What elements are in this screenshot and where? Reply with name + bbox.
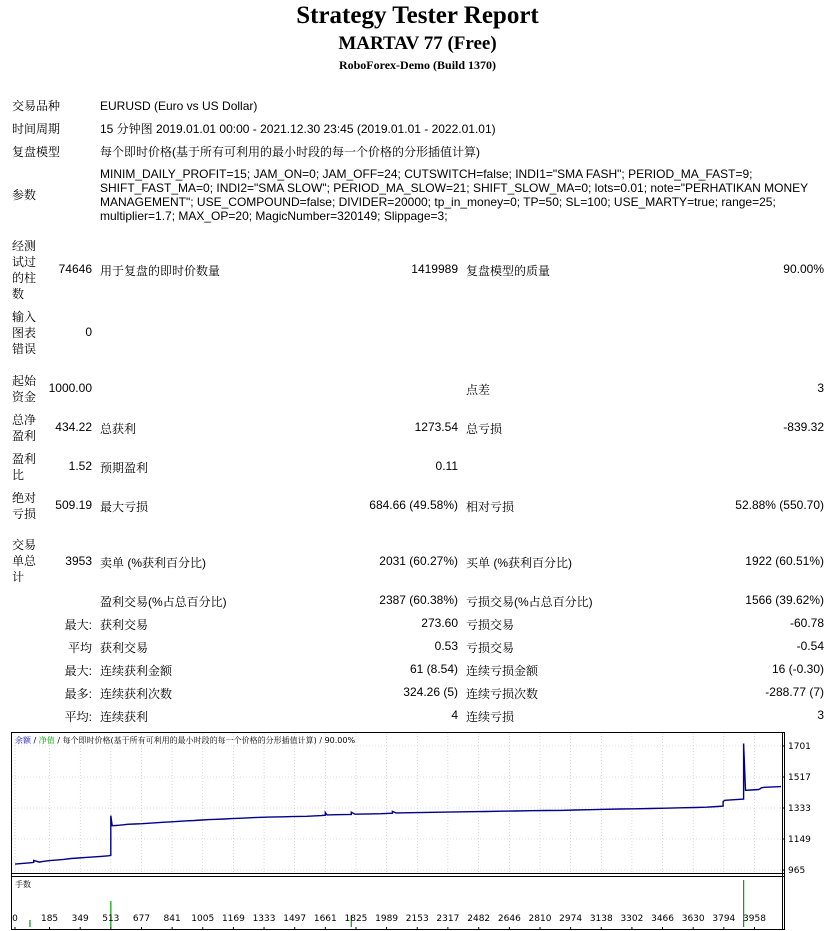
volume-label: 手数 bbox=[15, 880, 31, 889]
deposit-label bbox=[12, 373, 36, 405]
params-label: 参数 bbox=[12, 188, 37, 202]
avg-cons-prefix: 平均: bbox=[64, 710, 92, 724]
long-trades-label: 买单 (%获利百分比) bbox=[466, 556, 572, 570]
y-tick-label: 1517 bbox=[788, 773, 811, 783]
gross-profit-value: 1273.54 bbox=[414, 420, 458, 434]
rel-drawdown-label: 相对亏损 bbox=[466, 500, 515, 514]
x-tick-label: 3630 bbox=[681, 914, 705, 924]
max-cons-lossamt-label: 连续亏损次数 bbox=[466, 687, 539, 701]
symbol-label: 交易品种 bbox=[12, 99, 61, 113]
long-trades-value: 1922 (60.51%) bbox=[745, 554, 824, 568]
avg-cons-win-label: 连续获利 bbox=[100, 710, 149, 724]
profit-factor-label bbox=[12, 451, 36, 483]
legend-balance: 余额 bbox=[15, 736, 31, 745]
avg-cons-win-value: 4 bbox=[451, 708, 458, 722]
x-tick-label: 3794 bbox=[712, 914, 736, 924]
total-trades-label bbox=[12, 537, 36, 585]
label-line: 试过 bbox=[12, 255, 37, 269]
x-tick-label: 2153 bbox=[405, 914, 429, 924]
max-cons-lossamt-value: -288.77 (7) bbox=[765, 685, 824, 699]
bars-label bbox=[12, 238, 36, 302]
period-label: 时间周期 bbox=[12, 122, 61, 136]
average-prefix: 平均 bbox=[67, 641, 92, 655]
y-tick-label: 1149 bbox=[788, 835, 811, 845]
legend-model: 每个即时价格(基于所有可利用的最小时段的每一个价格的分形插值计算) / 90.00% bbox=[62, 736, 356, 745]
x-tick-label: 1333 bbox=[252, 914, 276, 924]
avg-cons-loss-label: 连续亏损 bbox=[466, 710, 515, 724]
largest-prefix: 最大: bbox=[64, 618, 92, 632]
avg-cons-loss-value: 3 bbox=[817, 708, 824, 722]
gross-loss-label: 总亏损 bbox=[466, 422, 503, 436]
x-tick-label: 1989 bbox=[375, 914, 399, 924]
max-drawdown-value: 684.66 (49.58%) bbox=[369, 498, 458, 512]
x-tick-label: 3466 bbox=[651, 914, 675, 924]
legend-equity: 净值 bbox=[38, 736, 55, 745]
x-tick-label: 2810 bbox=[528, 914, 552, 924]
balance-chart bbox=[11, 732, 785, 930]
label-line: 绝对 bbox=[12, 491, 37, 505]
gross-profit-label: 总获利 bbox=[100, 422, 137, 436]
expert-name: MARTAV 77 (Free) bbox=[338, 33, 497, 54]
period-value: 15 分钟图 2019.01.01 00:00 - 2021.12.30 23:45 (2019.01.01 - 2022.01.01) bbox=[100, 122, 496, 136]
legend-separator: / bbox=[54, 736, 63, 745]
label-line: 输入 bbox=[12, 310, 37, 324]
most-prefix: 最多: bbox=[64, 687, 92, 701]
errors-value: 0 bbox=[85, 325, 92, 339]
x-tick-label: 841 bbox=[163, 914, 181, 924]
ticks-value: 1419989 bbox=[411, 262, 458, 276]
max-cons-loss-value: 16 (-0.30) bbox=[771, 662, 824, 676]
params-line: multiplier=1.7; MAX_OP=20; MagicNumber=320149; Slippage=3; bbox=[100, 209, 448, 223]
label-line: 起始 bbox=[12, 374, 37, 388]
max-cons-prefix: 最大: bbox=[64, 664, 92, 678]
params-line: MANAGEMENT"; USE_COMPOUND=false; DIVIDER=20000; tp_in_money=0; TP=50; SL=100; USE_MARTY=true; range=25; bbox=[100, 195, 776, 209]
largest-loss-label: 亏损交易 bbox=[466, 618, 515, 632]
quality-label: 复盘模型的质量 bbox=[466, 264, 551, 278]
deposit-value: 1000.00 bbox=[48, 381, 92, 395]
label-line: 单总 bbox=[12, 554, 37, 568]
legend-separator: / bbox=[31, 736, 39, 745]
x-axis-labels bbox=[0, 909, 835, 929]
largest-profit-label: 获利交易 bbox=[100, 618, 149, 632]
gross-loss-value: -839.32 bbox=[783, 420, 824, 434]
max-cons-profit-value: 324.26 (5) bbox=[403, 685, 458, 699]
model-label: 复盘模型 bbox=[12, 145, 61, 159]
y-axis-labels bbox=[786, 732, 834, 882]
label-line: 经测 bbox=[12, 239, 37, 253]
label-line: 数 bbox=[12, 287, 25, 301]
x-tick-label: 513 bbox=[102, 914, 120, 924]
max-cons-loss-label: 连续亏损金额 bbox=[466, 664, 539, 678]
label-line: 计 bbox=[12, 570, 25, 584]
x-tick-label: 3958 bbox=[743, 914, 766, 924]
abs-drawdown-value: 509.19 bbox=[55, 498, 92, 512]
label-line: 总净 bbox=[12, 413, 37, 427]
max-cons-win-value: 61 (8.54) bbox=[409, 662, 458, 676]
abs-drawdown-label bbox=[12, 490, 36, 522]
report-title: Strategy Tester Report bbox=[296, 2, 539, 29]
params-line: SHIFT_FAST_MA=0; INDI2="SMA SLOW"; PERIOD_MA_SLOW=21; SHIFT_SLOW_MA=0; lots=0.01; note="PERHATIKAN MONEY bbox=[100, 181, 809, 195]
avg-profit-value: 0.53 bbox=[434, 639, 458, 653]
y-tick-label: 965 bbox=[788, 866, 806, 876]
profit-trades-value: 2387 (60.38%) bbox=[379, 593, 458, 607]
model-value: 每个即时价格(基于所有可利用的最小时段的每一个价格的分形插值计算) bbox=[100, 145, 480, 159]
avg-loss-label: 亏损交易 bbox=[466, 641, 515, 655]
spread-label: 点差 bbox=[466, 383, 491, 397]
y-tick-label: 1701 bbox=[788, 742, 811, 752]
x-tick-label: 1497 bbox=[283, 914, 307, 924]
largest-profit-value: 273.60 bbox=[421, 616, 458, 630]
payoff-label: 预期盈利 bbox=[100, 461, 149, 475]
label-line: 图表 bbox=[12, 326, 37, 340]
loss-trades-value: 1566 (39.62%) bbox=[745, 593, 824, 607]
max-cons-win-label: 连续获利金额 bbox=[100, 664, 173, 678]
x-tick-label: 3138 bbox=[589, 914, 613, 924]
loss-trades-label: 亏损交易(%占总百分比) bbox=[466, 595, 593, 609]
x-tick-label: 1825 bbox=[344, 914, 368, 924]
x-tick-label: 677 bbox=[132, 914, 151, 924]
avg-loss-value: -0.54 bbox=[796, 639, 824, 653]
ticks-label: 用于复盘的即时价数量 bbox=[100, 264, 221, 278]
symbol-value: EURUSD (Euro vs US Dollar) bbox=[100, 99, 258, 113]
total-trades-value: 3953 bbox=[65, 554, 92, 568]
payoff-value: 0.11 bbox=[435, 459, 458, 473]
x-tick-label: 185 bbox=[40, 914, 59, 924]
chart-legend bbox=[15, 735, 355, 745]
label-line: 资金 bbox=[12, 390, 37, 404]
profit-trades-label: 盈利交易(%占总百分比) bbox=[100, 595, 227, 609]
label-line: 交易 bbox=[12, 538, 37, 552]
x-tick-label: 2974 bbox=[559, 914, 583, 924]
x-tick-label: 349 bbox=[71, 914, 89, 924]
x-tick-label: 1169 bbox=[221, 914, 245, 924]
x-tick-label: 1661 bbox=[313, 914, 337, 924]
errors-label bbox=[12, 309, 36, 357]
server-build: RoboForex-Demo (Build 1370) bbox=[338, 58, 497, 72]
x-tick-label: 2317 bbox=[436, 914, 460, 924]
max-cons-profit-label: 连续获利次数 bbox=[100, 687, 173, 701]
bars-value: 74646 bbox=[58, 262, 92, 276]
x-tick-label: 2646 bbox=[497, 914, 521, 924]
x-tick-label: 3302 bbox=[620, 914, 644, 924]
label-line: 盈利 bbox=[12, 429, 37, 443]
chart-frame bbox=[12, 733, 785, 930]
params-line: MINIM_DAILY_PROFIT=15; JAM_ON=0; JAM_OFF=24; CUTSWITCH=false; INDI1="SMA FASH"; PERIOD_MA_FAST=9; bbox=[100, 167, 753, 181]
max-drawdown-label: 最大亏损 bbox=[100, 500, 149, 514]
label-line: 的柱 bbox=[12, 271, 37, 285]
x-tick-label: 2482 bbox=[467, 914, 491, 924]
avg-profit-label: 获利交易 bbox=[100, 641, 149, 655]
net-profit-value: 434.22 bbox=[55, 420, 92, 434]
label-line: 错误 bbox=[12, 342, 37, 356]
short-trades-label: 卖单 (%获利百分比) bbox=[100, 556, 206, 570]
net-profit-label bbox=[12, 412, 36, 444]
quality-value: 90.00% bbox=[783, 262, 824, 276]
x-tick-label: 0 bbox=[12, 914, 18, 924]
x-tick-label: 1005 bbox=[191, 914, 215, 924]
y-tick-label: 1333 bbox=[788, 804, 811, 814]
label-line: 比 bbox=[12, 468, 25, 482]
label-line: 盈利 bbox=[12, 452, 37, 466]
label-line: 亏损 bbox=[12, 507, 37, 521]
largest-loss-value: -60.78 bbox=[789, 616, 824, 630]
short-trades-value: 2031 (60.27%) bbox=[379, 554, 458, 568]
spread-value: 3 bbox=[817, 381, 824, 395]
profit-factor-value: 1.52 bbox=[68, 459, 92, 473]
rel-drawdown-value: 52.88% (550.70) bbox=[735, 498, 824, 512]
